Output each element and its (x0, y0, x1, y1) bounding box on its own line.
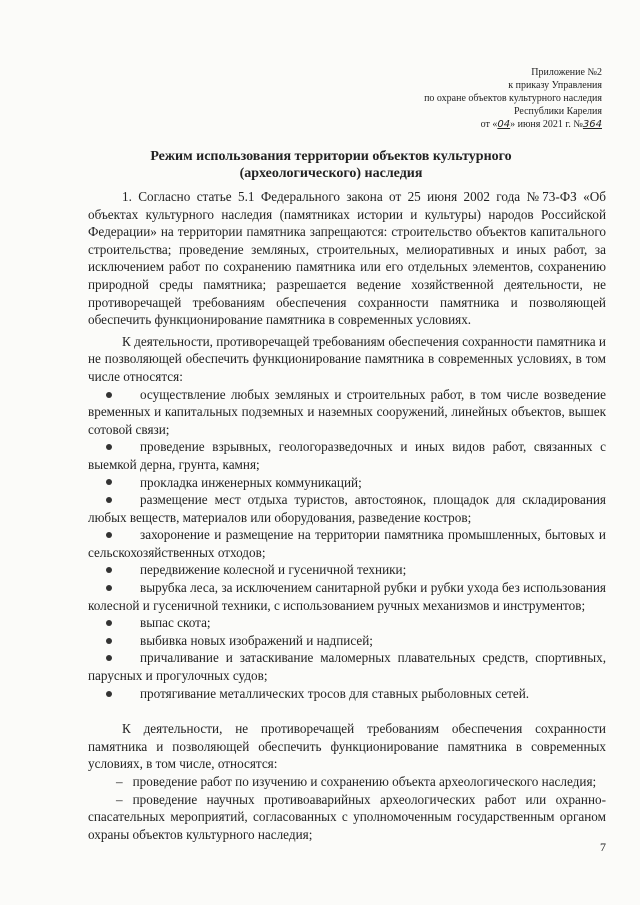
order-reference: к приказу Управления (508, 80, 602, 91)
list-item: прокладка инженерных коммуникаций; (88, 474, 606, 492)
list-item: размещение мест отдыха туристов, автостоянок, площадок для складирования любых веществ, материалов или оборудования, разведение костров; (88, 492, 606, 525)
bullet-icon (106, 585, 112, 591)
bullet-icon (106, 691, 112, 697)
dash-marker: – (116, 791, 123, 807)
bullet-icon (106, 497, 112, 503)
list-item: – проведение работ по изучению и сохранению объекта археологического наследия; (116, 774, 597, 789)
list-item: захоронение и размещение на территории памятника промышленных, бытовых и сельскохозяйственных отходов; (88, 527, 606, 560)
paragraph-prohibited-intro: К деятельности, противоречащей требованиям обеспечения сохранности памятника и не позволяющей обеспечить функционирование памятника в современных условиях, в том числе относятся: (88, 333, 606, 384)
paragraph-legal-basis: 1. Согласно статье 5.1 Федерального закона от 25 июня 2002 года №73-ФЗ «Об объектах культурного наследия (памятниках истории и культуры) народов Российской Федерации» на территории памятника запрещаются: строительство объектов капитального строительства; проведение земляных, строительных, мелиоративных и иных работ, за исключением работ по сохранению памятника или его отдельных элементов, сохранению природной среды памятника; разрешается ведение хозяйственной деятельности, не противоречащей требованиям обеспечения сохранности памятника и позволяющей обеспечить функционирование памятника в современных условиях. (88, 189, 606, 328)
paragraph-allowed-intro: К деятельности, не противоречащей требованиям обеспечения сохранности памятника и позволяющей обеспечить функционирование памятника в современных условиях, в том числе, относятся: (88, 721, 606, 772)
list-item: выпас скота; (88, 614, 606, 632)
date-month-year: » июня 2021 г. № (510, 119, 583, 130)
bullet-icon (106, 567, 112, 573)
dash-marker: – (116, 774, 123, 789)
bullet-icon (106, 444, 112, 450)
agency-name: по охране объектов культурного наследия (424, 93, 602, 104)
date-prefix: от « (480, 119, 498, 130)
bullet-icon (106, 655, 112, 661)
bullet-icon (106, 392, 112, 398)
list-item: – проведение научных противоаварийных археологических работ или охранно-спасательных мероприятий, согласованных с уполномоченным государственным органом охраны объектов культурного наследия; (88, 791, 606, 842)
order-number: 364 (582, 119, 602, 130)
list-item: вырубка леса, за исключением санитарной рубки и рубки ухода без использования колесной и гусеничной техники, с использованием ручных механизмов и инструментов; (88, 580, 606, 613)
list-item: осуществление любых земляных и строительных работ, в том числе возведение временных и капитальных подземных и наземных сооружений, линейных объектов, вышек сотовой связи; (88, 386, 606, 437)
allowed-activities-list (88, 773, 606, 843)
bullet-icon (106, 479, 112, 485)
bullet-icon (106, 620, 112, 626)
page-number: 7 (600, 840, 606, 854)
bullet-icon (106, 638, 112, 644)
order-date-line (372, 118, 602, 131)
list-item: передвижение колесной и гусеничной техники; (88, 561, 606, 579)
document-title: Режим использования территории объектов культурного (археологического) наследия (150, 149, 512, 181)
appendix-number: Приложение №2 (531, 67, 602, 78)
list-item: протягивание металлических тросов для ставных рыболовных сетей. (88, 685, 606, 703)
list-item: выбивка новых изображений и надписей; (88, 632, 606, 650)
bullet-icon (106, 532, 112, 538)
appendix-header (372, 66, 602, 131)
prohibited-activities-list (88, 386, 606, 703)
republic-name: Республики Карелия (513, 106, 602, 117)
date-day: 04 (497, 119, 511, 130)
list-item: проведение взрывных, геологоразведочных и иных видов работ, связанных с выемкой дерна, грунта, камня; (88, 439, 606, 472)
document-body (88, 188, 606, 843)
list-item: причаливание и затаскивание маломерных плавательных средств, спортивных, парусных и прогулочных судов; (88, 650, 606, 684)
